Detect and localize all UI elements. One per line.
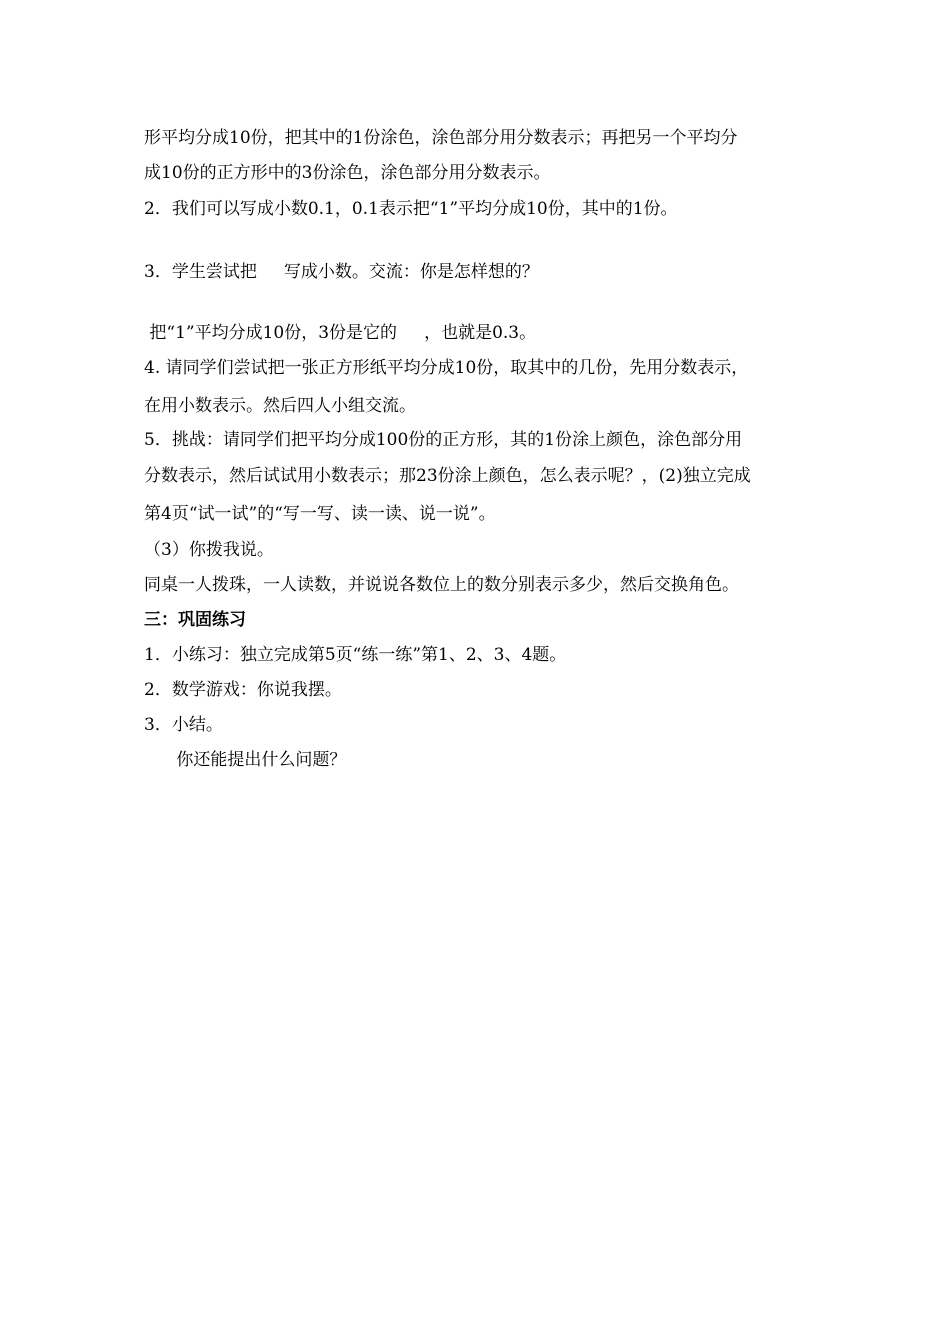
paragraph-line: 3．学生尝试把 写成小数。交流：你是怎样想的？ [144, 262, 539, 282]
paragraph-line: 形平均分成10份，把其中的1份涂色，涂色部分用分数表示；再把另一个平均分 [144, 128, 738, 148]
paragraph-line: 2．数学游戏：你说我摆。 [144, 680, 342, 700]
paragraph-line: 你还能提出什么问题？ [144, 750, 347, 770]
section-heading: 三：巩固练习 [144, 610, 246, 630]
paragraph-line: 把“1”平均分成10份，3份是它的 ，也就是0.3。 [144, 323, 537, 343]
paragraph-line: （3）你拨我说。 [144, 540, 274, 560]
paragraph-line: 5．挑战：请同学们把平均分成100份的正方形，其的1份涂上颜色，涂色部分用 [144, 430, 743, 450]
paragraph-line: 1．小练习：独立完成第5页“练一练”第1、2、3、4题。 [144, 645, 567, 665]
paragraph-line: 成10份的正方形中的3份涂色，涂色部分用分数表示。 [144, 163, 551, 183]
paragraph-line: 第4页“试一试”的“写一写、读一读、说一说”。 [144, 504, 496, 524]
paragraph-line: 2．我们可以写成小数0.1，0.1表示把“1”平均分成10份，其中的1份。 [144, 199, 678, 219]
paragraph-line: 3．小结。 [144, 715, 223, 735]
paragraph-line: 同桌一人拨珠，一人读数，并说说各数位上的数分别表示多少，然后交换角色。 [144, 575, 739, 595]
paragraph-line: 在用小数表示。然后四人小组交流。 [144, 396, 416, 416]
paragraph-line: 4. 请同学们尝试把一张正方形纸平均分成10份，取其中的几份，先用分数表示， [144, 358, 749, 378]
paragraph-line: 分数表示，然后试试用小数表示；那23份涂上颜色，怎么表示呢？，(2)独立完成 [144, 466, 751, 486]
